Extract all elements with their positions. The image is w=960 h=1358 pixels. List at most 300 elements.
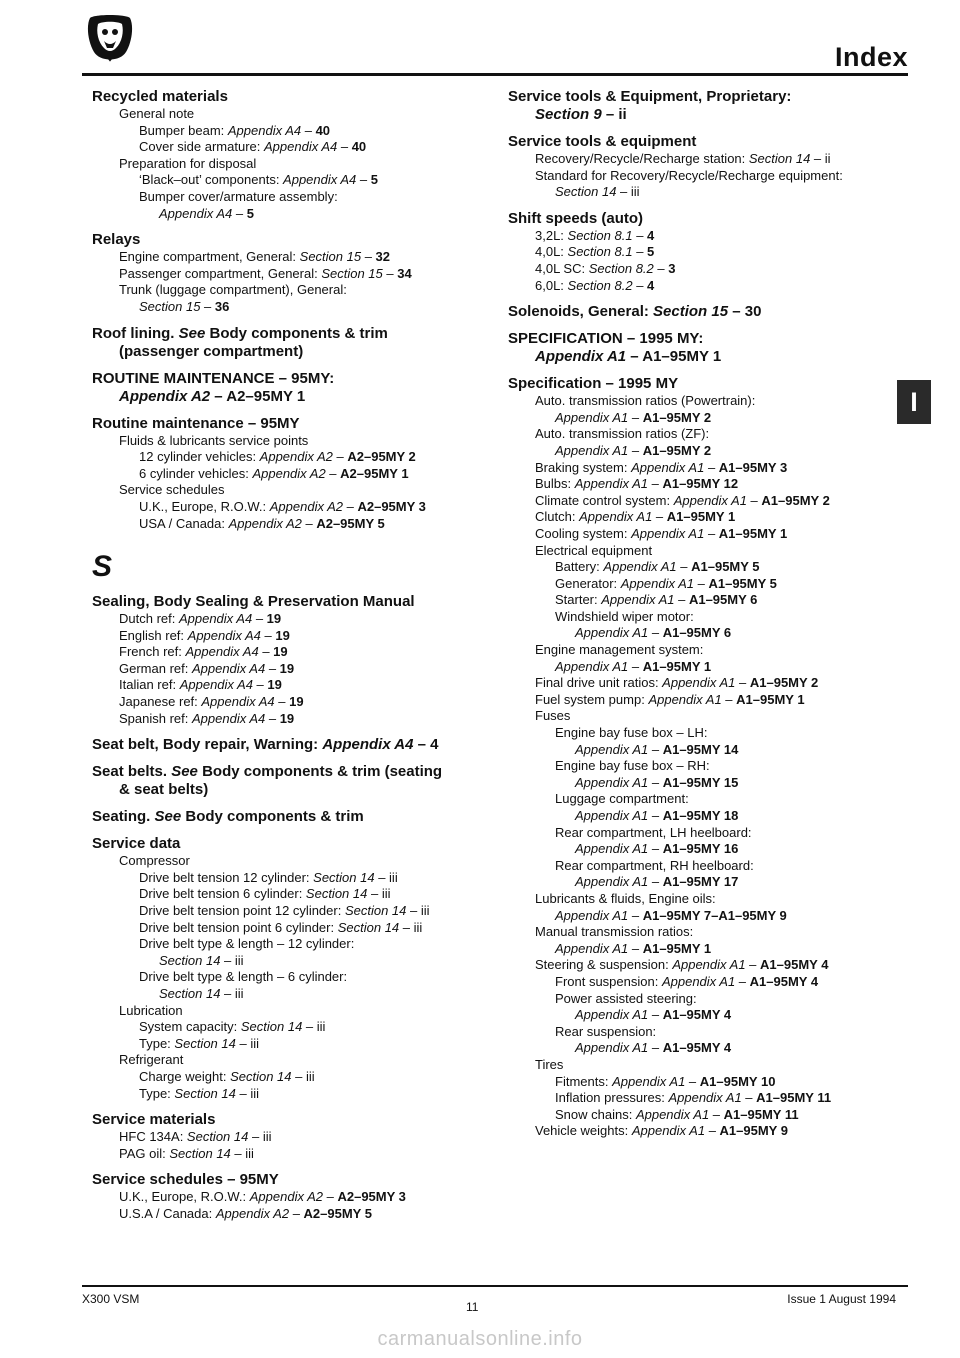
heading-reference: Section 9 (535, 106, 602, 123)
entry-heading[interactable] (508, 133, 893, 151)
index-subentry[interactable] (508, 659, 893, 676)
index-subentry[interactable] (508, 791, 893, 808)
index-subentry[interactable] (508, 228, 893, 245)
subentry-page: 5 (647, 244, 655, 260)
footer-rule (82, 1285, 908, 1287)
subentry-page: 19 (279, 710, 295, 726)
subentry-reference: Appendix A1 – (648, 691, 737, 707)
index-subentry[interactable] (92, 1206, 484, 1223)
subentry-label: Lubricants & fluids, Engine oils: (535, 890, 716, 906)
index-subentry[interactable] (508, 393, 893, 410)
subentry-page: A1–95MY 4 (662, 1007, 732, 1023)
entry-heading[interactable] (92, 808, 484, 826)
subentry-reference: Appendix A4 – (178, 611, 267, 627)
index-subentry[interactable] (92, 920, 484, 937)
index-subentry[interactable] (508, 1040, 893, 1057)
index-subentry[interactable] (508, 708, 893, 725)
index-subentry[interactable] (508, 476, 893, 493)
index-subentry[interactable] (92, 1003, 484, 1020)
index-subentry[interactable] (508, 278, 893, 295)
header-rule (82, 73, 908, 76)
subentry-label: Dutch ref: (119, 611, 179, 627)
index-subentry[interactable] (92, 677, 484, 694)
subentry-label: Bumper beam: (139, 122, 228, 138)
index-subentry[interactable] (92, 1036, 484, 1053)
heading-reference: See (154, 808, 182, 826)
subentry-page: 19 (273, 644, 288, 660)
section-tab[interactable]: I (897, 380, 931, 424)
index-subentry[interactable] (92, 644, 484, 661)
subentry-label: Drive belt tension 6 cylinder: (139, 886, 306, 902)
entry-heading-continuation[interactable] (508, 348, 893, 366)
index-subentry[interactable] (508, 1107, 893, 1124)
index-subentry[interactable] (92, 1086, 484, 1103)
subentry-reference: Section 8.2 – (567, 277, 648, 293)
index-subentry[interactable] (508, 151, 893, 168)
index-subentry[interactable] (92, 711, 484, 728)
subentry-page: – iii (220, 952, 244, 968)
index-entry (92, 415, 484, 533)
subentry-reference: Appendix A2 – (215, 1205, 304, 1221)
subentry-label: HFC 134A: (119, 1129, 187, 1145)
index-entry (92, 325, 484, 361)
subentry-reference: Appendix A1 – (574, 476, 663, 492)
index-subentry[interactable] (508, 559, 893, 576)
index-subentry[interactable] (508, 592, 893, 609)
subentry-label: U.S.A / Canada: (119, 1205, 216, 1221)
subentry-label: Final drive unit ratios: (535, 675, 663, 691)
entry-heading-continuation[interactable] (92, 781, 484, 799)
index-subentry[interactable] (508, 908, 893, 925)
index-subentry[interactable] (508, 168, 893, 185)
index-entry (92, 231, 484, 315)
subentry-label: Drive belt type & length – 6 cylinder: (139, 969, 348, 985)
subentry-page: A1–95MY 7–A1–95MY 9 (642, 907, 787, 923)
page-number: 11 (466, 1300, 479, 1314)
subentry-label: Drive belt type & length – 12 cylinder: (139, 936, 355, 952)
index-subentry[interactable] (508, 841, 893, 858)
subentry-label: Vehicle weights: (535, 1123, 632, 1139)
subentry-label: Rear compartment, LH heelboard: (555, 824, 752, 840)
index-subentry[interactable] (508, 426, 893, 443)
subentry-label: Fuses (535, 708, 571, 724)
index-entry (508, 375, 893, 1140)
subentry-reference: Appendix A1 – (555, 658, 643, 674)
subentry-reference: Section 15 – (139, 298, 215, 314)
index-subentry[interactable] (508, 509, 893, 526)
index-subentry[interactable] (508, 184, 893, 201)
subentry-reference: Section 8.2 – (588, 260, 669, 276)
index-subentry[interactable] (92, 482, 484, 499)
subentry-label: USA / Canada: (139, 515, 229, 531)
index-subentry[interactable] (92, 886, 484, 903)
index-subentry[interactable] (92, 1189, 484, 1206)
subentry-reference: Section 14 (159, 952, 221, 968)
entry-heading[interactable] (92, 593, 484, 611)
index-subentry[interactable] (508, 692, 893, 709)
index-subentry[interactable] (92, 853, 484, 870)
subentry-page: 4 (647, 227, 655, 243)
subentry-page: A1–95MY 2 (749, 675, 819, 691)
entry-heading[interactable] (508, 210, 893, 228)
subentry-page: A1–95MY 12 (662, 476, 739, 492)
index-subentry[interactable] (508, 1057, 893, 1074)
index-subentry[interactable] (92, 466, 484, 483)
index-subentry[interactable] (92, 1146, 484, 1163)
subentry-reference: Appendix A4 – (185, 644, 274, 660)
subentry-reference: Appendix A1 – (555, 940, 643, 956)
index-subentry[interactable] (92, 189, 484, 206)
heading-text: SPECIFICATION – 1995 MY: (508, 330, 704, 348)
heading-text-tail: Body components & trim (205, 324, 388, 342)
index-subentry[interactable] (508, 957, 893, 974)
index-subentry[interactable] (92, 870, 484, 887)
index-subentry[interactable] (92, 516, 484, 533)
subentry-page: A1–95MY 3 (718, 459, 788, 475)
subentry-page: 34 (397, 265, 412, 281)
subentry-page: – iii (291, 1068, 315, 1084)
index-subentry[interactable] (508, 1007, 893, 1024)
index-subentry[interactable] (92, 936, 484, 953)
index-subentry[interactable] (508, 891, 893, 908)
subentry-reference: Appendix A4 – (179, 677, 268, 693)
subentry-page: A1–95MY 2 (642, 442, 712, 458)
subentry-reference: Appendix A1 – (668, 1090, 757, 1106)
subentry-label: Drive belt tension point 12 cylinder: (139, 903, 345, 919)
index-subentry[interactable] (92, 266, 484, 283)
index-subentry[interactable] (508, 543, 893, 560)
heading-reference: See (171, 763, 198, 781)
subentry-reference: Appendix A2 – (252, 465, 341, 481)
subentry-label: Bulbs: (535, 476, 575, 492)
subentry-reference: Appendix A1 – (555, 409, 643, 425)
subentry-label: System capacity: (139, 1019, 241, 1035)
subentry-reference: Appendix A1 – (601, 592, 689, 608)
heading-text: – ii (601, 106, 627, 123)
subentry-label: Electrical equipment (535, 542, 653, 558)
entry-heading[interactable] (92, 415, 484, 433)
entry-heading[interactable] (92, 231, 484, 249)
subentry-reference: Section 14 (169, 1145, 231, 1161)
entry-heading[interactable] (92, 736, 484, 754)
subentry-reference: Section 14 (337, 919, 400, 935)
subentry-reference: Appendix A1 – (631, 525, 719, 541)
index-subentry[interactable] (508, 443, 893, 460)
index-subentry[interactable] (508, 1074, 893, 1091)
index-subentry[interactable] (508, 858, 893, 875)
subentry-page: A1–95MY 4 (760, 957, 829, 973)
entry-heading[interactable] (508, 330, 893, 348)
index-subentry[interactable] (508, 642, 893, 659)
index-subentry[interactable] (508, 410, 893, 427)
subentry-page: – iii (235, 1085, 259, 1101)
subentry-label: Cooling system: (535, 525, 632, 541)
subentry-reference: Appendix A2 – (228, 515, 317, 531)
index-subentry[interactable] (92, 1069, 484, 1086)
index-subentry[interactable] (92, 139, 484, 156)
index-entry (92, 835, 484, 1102)
subentry-label: Bumper cover/armature assembly: (139, 188, 338, 204)
index-subentry[interactable] (92, 172, 484, 189)
entry-heading[interactable] (92, 763, 484, 781)
subentry-page: A1–95MY 4 (749, 973, 819, 989)
entry-heading[interactable] (92, 370, 484, 388)
subentry-reference: Appendix A2 – (249, 1189, 338, 1205)
index-subentry[interactable] (508, 261, 893, 278)
subentry-reference: Appendix A1 – (579, 509, 667, 525)
index-subentry[interactable] (92, 282, 484, 299)
index-column-right (508, 88, 893, 1140)
heading-text: Service materials (92, 1111, 216, 1129)
subentry-label: 6 cylinder vehicles: (139, 465, 253, 481)
subentry-label: Lubrication (119, 1002, 183, 1018)
subentry-page: – iii (374, 869, 398, 885)
subentry-label: Auto. transmission ratios (ZF): (535, 426, 710, 442)
subentry-label: Inflation pressures: (555, 1090, 669, 1106)
heading-text: – A1–95MY 1 (626, 348, 722, 366)
subentry-label: Recovery/Recycle/Recharge station: (535, 151, 749, 166)
subentry-label: Spanish ref: (119, 710, 192, 726)
subentry-reference: Section 14 (555, 184, 617, 200)
heading-text: – A2–95MY 1 (210, 387, 306, 405)
subentry-page: 19 (267, 677, 282, 693)
subentry-reference: Appendix A1 – (575, 774, 663, 790)
index-subentry[interactable] (508, 725, 893, 742)
subentry-page: A1–95MY 14 (662, 741, 739, 757)
index-subentry[interactable] (92, 156, 484, 173)
subentry-reference: Section 14 (748, 151, 811, 166)
subentry-reference: Appendix A4 – (187, 627, 276, 643)
index-subentry[interactable] (508, 625, 893, 642)
subentry-page: A1–95MY 11 (723, 1106, 799, 1122)
subentry-label: Steering & suspension: (535, 957, 673, 973)
subentry-reference: Section 8.1 – (567, 227, 648, 243)
subentry-page: 5 (370, 172, 378, 188)
subentry-label: 4,0L SC: (535, 260, 589, 276)
subentry-label: Fluids & lubricants service points (119, 432, 309, 448)
subentry-label: U.K., Europe, R.O.W.: (119, 1189, 250, 1205)
subentry-label: Manual transmission ratios: (535, 924, 694, 940)
index-subentry[interactable] (508, 526, 893, 543)
subentry-page: – iii (248, 1129, 272, 1145)
index-entry (508, 330, 893, 366)
subentry-page: 4 (647, 277, 655, 293)
subentry-label: Climate control system: (535, 492, 674, 508)
index-entry (92, 370, 484, 406)
heading-text: Shift speeds (auto) (508, 209, 644, 227)
index-subentry[interactable] (92, 694, 484, 711)
subentry-page: A1–95MY 6 (662, 625, 732, 641)
subentry-page: A1–95MY 5 (691, 559, 760, 575)
index-subentry[interactable] (92, 661, 484, 678)
subentry-page: A1–95MY 18 (662, 808, 739, 823)
subentry-reference: Section 14 (313, 869, 375, 885)
subentry-reference: Section 14 (159, 986, 221, 1001)
entry-heading[interactable] (508, 303, 893, 321)
subentry-page: 32 (375, 249, 391, 265)
subentry-label: 3,2L: (535, 227, 568, 243)
subentry-label: Tires (535, 1056, 564, 1072)
heading-text-tail: Body components & trim (seating (197, 763, 443, 781)
subentry-reference: Appendix A1 – (575, 874, 663, 890)
entry-heading[interactable] (508, 375, 893, 393)
index-subentry[interactable] (508, 991, 893, 1008)
index-subentry[interactable] (92, 499, 484, 516)
subentry-page: A1–95MY 16 (662, 841, 739, 857)
subentry-page: A1–95MY 2 (642, 409, 712, 425)
index-subentry[interactable] (508, 244, 893, 261)
subentry-page: A1–95MY 4 (662, 1040, 732, 1056)
subentry-label: Compressor (119, 853, 190, 869)
index-subentry[interactable] (508, 576, 893, 593)
subentry-label: General note (119, 106, 195, 121)
index-subentry[interactable] (92, 299, 484, 316)
subentry-page: A1–95MY 1 (666, 509, 736, 525)
index-subentry[interactable] (508, 874, 893, 891)
index-entry (508, 303, 893, 321)
entry-heading[interactable] (92, 325, 484, 343)
index-entry (92, 88, 484, 222)
subentry-label: PAG oil: (119, 1145, 170, 1161)
index-subentry[interactable] (92, 1019, 484, 1036)
index-subentry[interactable] (92, 106, 484, 123)
index-subentry[interactable] (508, 758, 893, 775)
index-subentry[interactable] (92, 986, 484, 1003)
index-subentry[interactable] (92, 1129, 484, 1146)
subentry-page: A2–95MY 1 (340, 465, 409, 481)
entry-heading[interactable] (92, 88, 484, 106)
index-subentry[interactable] (92, 433, 484, 450)
entry-heading[interactable] (92, 1111, 484, 1129)
subentry-label: Auto. transmission ratios (Powertrain): (535, 393, 756, 409)
subentry-label: Charge weight: (139, 1068, 231, 1084)
subentry-reference: Appendix A1 – (575, 841, 663, 857)
subentry-label: Battery: (555, 559, 604, 575)
subentry-reference: Appendix A1 – (555, 907, 643, 923)
subentry-label: Fitments: (555, 1073, 613, 1089)
subentry-page: – ii (810, 151, 831, 166)
index-subentry[interactable] (92, 123, 484, 140)
subentry-reference: Appendix A1 – (575, 1007, 663, 1023)
heading-text: Service tools & Equipment, Proprietary: (508, 88, 792, 105)
entry-heading-continuation[interactable] (508, 106, 893, 124)
subentry-label: 4,0L: (535, 244, 568, 260)
index-entry (92, 736, 484, 754)
heading-text: Recycled materials (92, 88, 228, 105)
subentry-label: Engine compartment, General: (119, 249, 300, 265)
subentry-reference: Section 14 (305, 886, 368, 902)
subentry-reference: Appendix A4 – (192, 710, 280, 726)
subentry-label: Engine bay fuse box – RH: (555, 758, 710, 774)
subentry-reference: Appendix A1 – (612, 1073, 700, 1089)
index-subentry[interactable] (92, 953, 484, 970)
index-subentry[interactable] (508, 609, 893, 626)
entry-heading[interactable] (92, 1171, 484, 1189)
heading-reference: Appendix A2 (119, 387, 211, 405)
index-subentry[interactable] (508, 742, 893, 759)
page-title: Index (834, 42, 908, 72)
index-subentry[interactable] (92, 206, 484, 223)
subentry-page: A1–95MY 11 (756, 1090, 832, 1106)
heading-text: Service data (92, 835, 181, 853)
heading-text: Service tools & equipment (508, 133, 697, 150)
index-subentry[interactable] (508, 924, 893, 941)
subentry-label: Cover side armature: (139, 139, 264, 155)
subentry-label: Generator: (555, 575, 621, 591)
index-entry (508, 88, 893, 124)
subentry-label: Luggage compartment: (555, 791, 689, 807)
index-subentry[interactable] (92, 969, 484, 986)
index-subentry[interactable] (508, 825, 893, 842)
index-subentry[interactable] (508, 941, 893, 958)
subentry-label: Type: (139, 1035, 175, 1051)
subentry-reference: Appendix A1 – (662, 675, 750, 691)
heading-reference: See (178, 324, 206, 342)
index-subentry[interactable] (92, 249, 484, 266)
subentry-page: 19 (279, 660, 295, 676)
subentry-page: 40 (315, 122, 331, 138)
subentry-label: Rear suspension: (555, 1023, 657, 1039)
subentry-label: German ref: (119, 660, 192, 676)
index-subentry[interactable] (508, 1090, 893, 1107)
subentry-page: – iii (406, 903, 430, 919)
entry-heading-continuation[interactable] (92, 388, 484, 406)
index-subentry[interactable] (508, 675, 893, 692)
heading-text: Routine maintenance – 95MY (92, 414, 300, 432)
subentry-page: A1–95MY 10 (699, 1073, 776, 1089)
subentry-page: A2–95MY 3 (357, 498, 426, 514)
watermark: carmanualsonline.info (377, 1328, 583, 1350)
subentry-page: 19 (266, 611, 282, 627)
subentry-reference: Appendix A4 – (191, 660, 280, 676)
index-subentry[interactable] (92, 1052, 484, 1069)
index-subentry[interactable] (508, 1024, 893, 1041)
entry-heading[interactable] (92, 835, 484, 853)
subentry-label: Drive belt tension 12 cylinder: (139, 869, 314, 885)
index-subentry[interactable] (508, 493, 893, 510)
heading-reference: Appendix A1 (535, 348, 627, 366)
index-subentry[interactable] (92, 903, 484, 920)
index-subentry[interactable] (508, 460, 893, 477)
index-subentry[interactable] (92, 628, 484, 645)
footer-manual-code: X300 VSM (82, 1292, 140, 1306)
index-subentry[interactable] (508, 974, 893, 991)
subentry-label: Engine management system: (535, 642, 704, 658)
subentry-reference: Appendix A1 – (631, 1123, 720, 1139)
subentry-reference: Section 14 (230, 1068, 292, 1084)
section-letter: S (92, 550, 113, 584)
subentry-reference: Appendix A4 – (264, 139, 352, 155)
subentry-label: Clutch: (535, 509, 580, 525)
subentry-label: Refrigerant (119, 1052, 184, 1068)
subentry-page: 40 (351, 139, 367, 155)
subentry-reference: Appendix A2 – (269, 498, 358, 514)
index-subentry[interactable] (92, 449, 484, 466)
index-subentry[interactable] (92, 611, 484, 628)
index-subentry[interactable] (508, 1123, 893, 1140)
subentry-label: Trunk (luggage compartment), General: (119, 282, 347, 298)
index-subentry[interactable] (508, 808, 893, 825)
index-subentry[interactable] (508, 775, 893, 792)
index-entry (508, 210, 893, 294)
entry-heading-continuation[interactable] (92, 343, 484, 361)
subentry-reference: Section 14 (240, 1019, 303, 1035)
entry-heading[interactable] (508, 88, 893, 106)
subentry-reference: Appendix A2 – (259, 449, 348, 465)
subentry-label: Service schedules (119, 482, 225, 498)
footer-issue-date: Issue 1 August 1994 (787, 1292, 896, 1306)
subentry-reference: Appendix A1 – (661, 973, 750, 989)
